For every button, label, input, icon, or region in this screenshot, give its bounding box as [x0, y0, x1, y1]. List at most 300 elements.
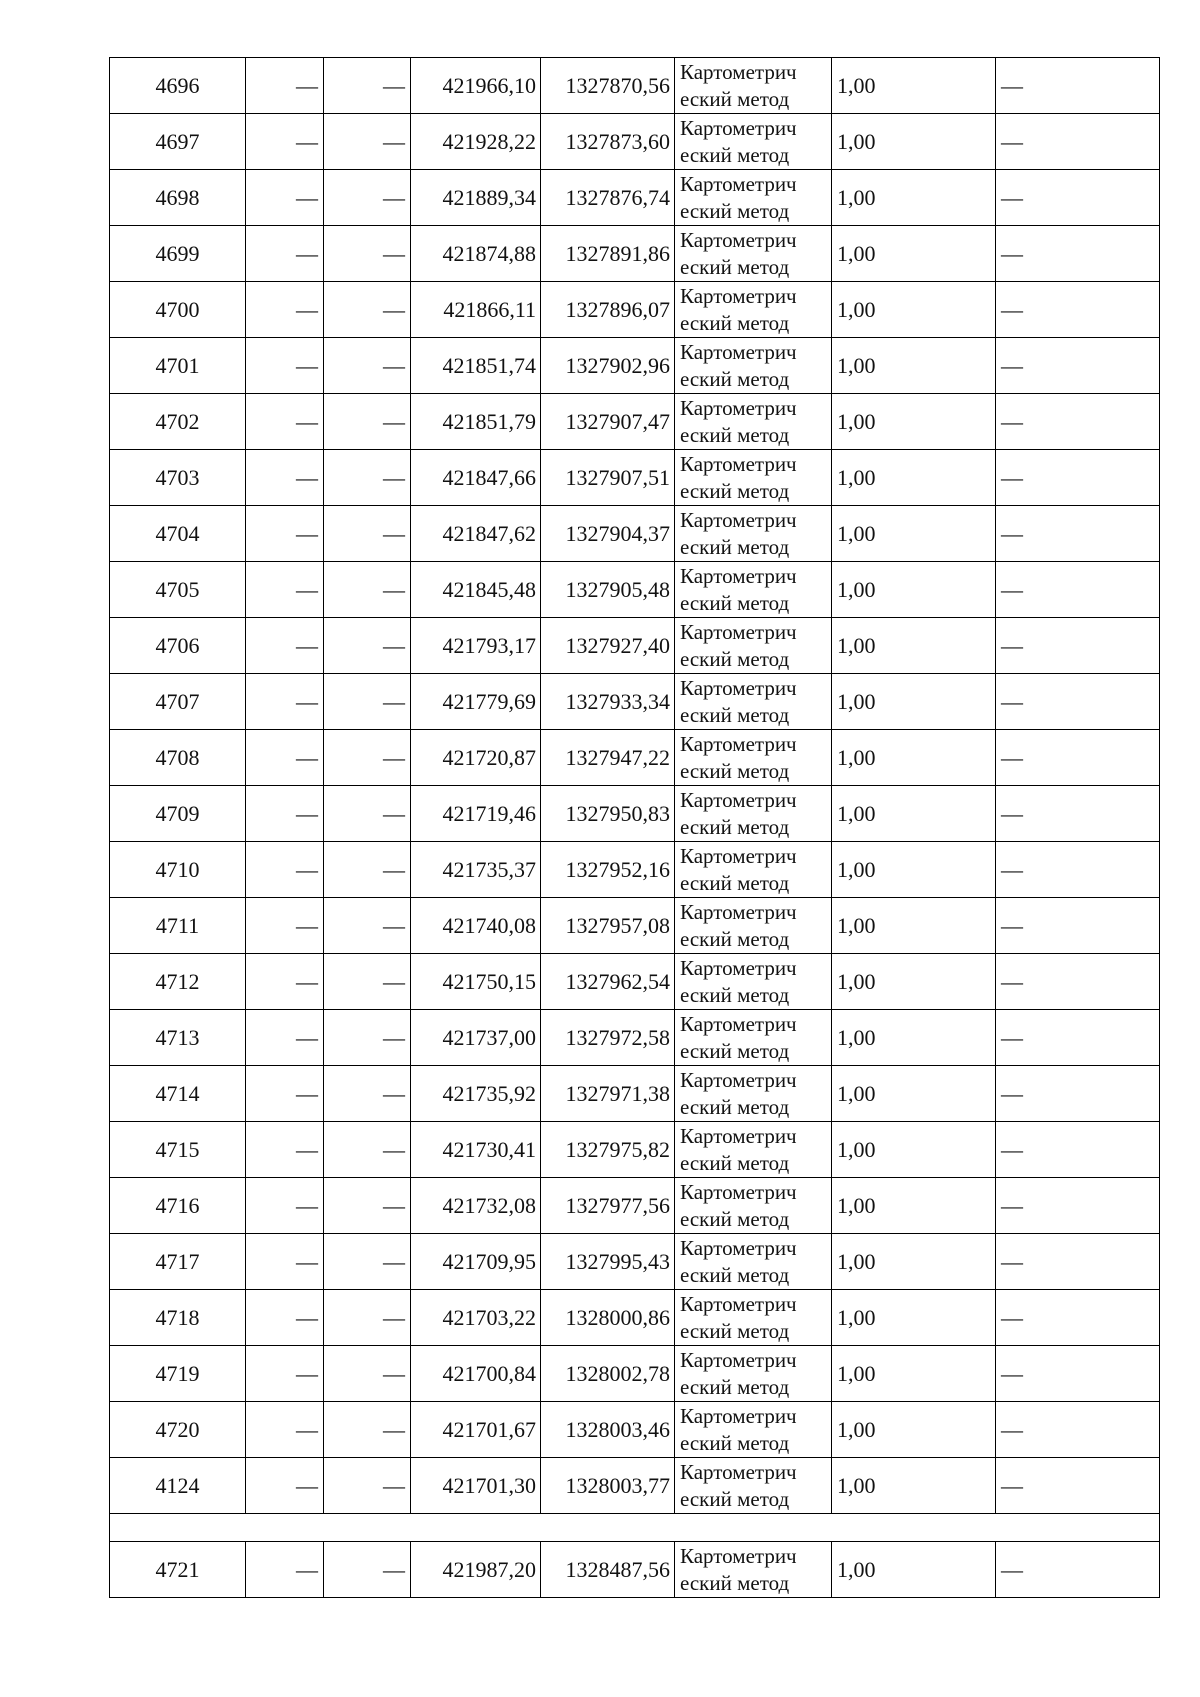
coord-y-cell: 1327947,22 [541, 730, 675, 786]
accuracy-cell: 1,00 [832, 1402, 996, 1458]
description-cell: — [996, 114, 1160, 170]
point-number: 4699 [110, 226, 246, 282]
method-line-2: еский метод [680, 1374, 790, 1399]
coord-y-cell: 1327870,56 [541, 58, 675, 114]
old-y-cell: — [324, 1402, 411, 1458]
description-cell: — [996, 842, 1160, 898]
coord-y-cell: 1327952,16 [541, 842, 675, 898]
method-line-2: еский метод [680, 142, 790, 167]
accuracy-cell: 1,00 [832, 226, 996, 282]
coord-y-cell: 1327971,38 [541, 1066, 675, 1122]
coord-y-cell: 1327905,48 [541, 562, 675, 618]
table-row [110, 1234, 1160, 1290]
method-line-1: Картометрич [680, 619, 797, 644]
old-x-cell: — [246, 786, 324, 842]
point-number: 4713 [110, 1010, 246, 1066]
method-line-2: еский метод [680, 86, 790, 111]
description-cell: — [996, 1066, 1160, 1122]
method-cell [675, 1066, 832, 1122]
method-cell [675, 1290, 832, 1346]
method-cell [675, 786, 832, 842]
method-line-1: Картометрич [680, 1347, 797, 1372]
description-cell: — [996, 1178, 1160, 1234]
method-line-2: еский метод [680, 590, 790, 615]
table-row [110, 1402, 1160, 1458]
coord-x-cell: 421720,87 [411, 730, 541, 786]
old-y-cell: — [324, 394, 411, 450]
accuracy-cell: 1,00 [832, 170, 996, 226]
description-cell: — [996, 954, 1160, 1010]
description-cell: — [996, 450, 1160, 506]
coord-y-cell: 1327873,60 [541, 114, 675, 170]
old-y-cell: — [324, 1346, 411, 1402]
accuracy-cell: 1,00 [832, 1458, 996, 1514]
method-line-1: Картометрич [680, 283, 797, 308]
description-cell: — [996, 394, 1160, 450]
accuracy-cell: 1,00 [832, 1122, 996, 1178]
description-cell: — [996, 786, 1160, 842]
point-number: 4710 [110, 842, 246, 898]
old-x-cell: — [246, 1346, 324, 1402]
coord-y-cell: 1327904,37 [541, 506, 675, 562]
coord-x-cell: 421730,41 [411, 1122, 541, 1178]
old-y-cell: — [324, 1542, 411, 1598]
table-row [110, 618, 1160, 674]
old-x-cell: — [246, 1290, 324, 1346]
point-number: 4705 [110, 562, 246, 618]
accuracy-cell: 1,00 [832, 1542, 996, 1598]
old-x-cell: — [246, 282, 324, 338]
method-cell [675, 114, 832, 170]
old-y-cell: — [324, 1234, 411, 1290]
method-line-2: еский метод [680, 1430, 790, 1455]
description-cell: — [996, 338, 1160, 394]
point-number: 4696 [110, 58, 246, 114]
accuracy-cell: 1,00 [832, 786, 996, 842]
old-x-cell: — [246, 1542, 324, 1598]
old-y-cell: — [324, 954, 411, 1010]
description-cell: — [996, 1234, 1160, 1290]
description-cell: — [996, 1458, 1160, 1514]
table-row [110, 114, 1160, 170]
old-x-cell: — [246, 730, 324, 786]
accuracy-cell: 1,00 [832, 954, 996, 1010]
accuracy-cell: 1,00 [832, 450, 996, 506]
accuracy-cell: 1,00 [832, 618, 996, 674]
method-line-2: еский метод [680, 646, 790, 671]
description-cell: — [996, 1122, 1160, 1178]
old-y-cell: — [324, 282, 411, 338]
description-cell: — [996, 170, 1160, 226]
description-cell: — [996, 1290, 1160, 1346]
point-number: 4706 [110, 618, 246, 674]
old-y-cell: — [324, 226, 411, 282]
method-cell [675, 562, 832, 618]
old-y-cell: — [324, 1178, 411, 1234]
old-y-cell: — [324, 786, 411, 842]
description-cell: — [996, 1542, 1160, 1598]
method-line-2: еский метод [680, 1486, 790, 1511]
coord-y-cell: 1327962,54 [541, 954, 675, 1010]
method-line-1: Картометрич [680, 339, 797, 364]
table-row [110, 1458, 1160, 1514]
method-cell [675, 1178, 832, 1234]
point-number: 4698 [110, 170, 246, 226]
old-x-cell: — [246, 338, 324, 394]
old-x-cell: — [246, 562, 324, 618]
old-x-cell: — [246, 842, 324, 898]
point-number: 4704 [110, 506, 246, 562]
method-line-2: еский метод [680, 422, 790, 447]
old-x-cell: — [246, 226, 324, 282]
old-y-cell: — [324, 730, 411, 786]
method-cell [675, 730, 832, 786]
accuracy-cell: 1,00 [832, 1178, 996, 1234]
method-cell [675, 282, 832, 338]
method-line-2: еский метод [680, 198, 790, 223]
table-row [110, 1542, 1160, 1598]
method-cell [675, 1346, 832, 1402]
method-cell [675, 1402, 832, 1458]
coord-x-cell: 421847,66 [411, 450, 541, 506]
method-cell [675, 394, 832, 450]
method-line-2: еский метод [680, 366, 790, 391]
method-line-2: еский метод [680, 254, 790, 279]
method-line-1: Картометрич [680, 1067, 797, 1092]
method-cell [675, 226, 832, 282]
method-cell [675, 1010, 832, 1066]
table-row [110, 226, 1160, 282]
old-y-cell: — [324, 450, 411, 506]
description-cell: — [996, 730, 1160, 786]
coord-x-cell: 421703,22 [411, 1290, 541, 1346]
accuracy-cell: 1,00 [832, 1346, 996, 1402]
coord-x-cell: 421701,30 [411, 1458, 541, 1514]
coord-x-cell: 421709,95 [411, 1234, 541, 1290]
method-line-1: Картометрич [680, 899, 797, 924]
method-line-1: Картометрич [680, 507, 797, 532]
method-line-1: Картометрич [680, 731, 797, 756]
description-cell: — [996, 506, 1160, 562]
table-row [110, 1346, 1160, 1402]
coord-y-cell: 1328487,56 [541, 1542, 675, 1598]
method-line-2: еский метод [680, 534, 790, 559]
method-line-2: еский метод [680, 1262, 790, 1287]
old-x-cell: — [246, 114, 324, 170]
accuracy-cell: 1,00 [832, 338, 996, 394]
accuracy-cell: 1,00 [832, 1290, 996, 1346]
description-cell: — [996, 618, 1160, 674]
old-x-cell: — [246, 1122, 324, 1178]
table-row [110, 898, 1160, 954]
point-number: 4712 [110, 954, 246, 1010]
old-x-cell: — [246, 450, 324, 506]
coord-y-cell: 1327972,58 [541, 1010, 675, 1066]
method-cell [675, 170, 832, 226]
method-line-1: Картометрич [680, 171, 797, 196]
coord-x-cell: 421847,62 [411, 506, 541, 562]
accuracy-cell: 1,00 [832, 674, 996, 730]
point-number: 4701 [110, 338, 246, 394]
coord-y-cell: 1328003,46 [541, 1402, 675, 1458]
old-y-cell: — [324, 1122, 411, 1178]
accuracy-cell: 1,00 [832, 58, 996, 114]
coord-x-cell: 421845,48 [411, 562, 541, 618]
coord-x-cell: 421740,08 [411, 898, 541, 954]
method-cell [675, 1458, 832, 1514]
coord-x-cell: 421889,34 [411, 170, 541, 226]
point-number: 4707 [110, 674, 246, 730]
old-x-cell: — [246, 394, 324, 450]
table-row [110, 1010, 1160, 1066]
accuracy-cell: 1,00 [832, 1234, 996, 1290]
accuracy-cell: 1,00 [832, 282, 996, 338]
coord-x-cell: 421737,00 [411, 1010, 541, 1066]
old-y-cell: — [324, 1066, 411, 1122]
method-line-2: еский метод [680, 1038, 790, 1063]
coord-y-cell: 1327902,96 [541, 338, 675, 394]
method-line-1: Картометрич [680, 955, 797, 980]
old-x-cell: — [246, 170, 324, 226]
table-row [110, 282, 1160, 338]
method-line-1: Картометрич [680, 451, 797, 476]
old-y-cell: — [324, 898, 411, 954]
table-row [110, 674, 1160, 730]
table-row [110, 954, 1160, 1010]
coord-x-cell: 421779,69 [411, 674, 541, 730]
accuracy-cell: 1,00 [832, 1066, 996, 1122]
table-row [110, 450, 1160, 506]
coord-x-cell: 421719,46 [411, 786, 541, 842]
method-line-2: еский метод [680, 1318, 790, 1343]
method-line-1: Картометрич [680, 1403, 797, 1428]
coord-y-cell: 1328002,78 [541, 1346, 675, 1402]
table-row [110, 562, 1160, 618]
old-x-cell: — [246, 1010, 324, 1066]
method-line-1: Картометрич [680, 843, 797, 868]
method-line-2: еский метод [680, 1094, 790, 1119]
method-line-2: еский метод [680, 310, 790, 335]
accuracy-cell: 1,00 [832, 562, 996, 618]
method-line-2: еский метод [680, 1150, 790, 1175]
method-line-1: Картометрич [680, 1011, 797, 1036]
description-cell: — [996, 898, 1160, 954]
table-row [110, 58, 1160, 114]
coord-x-cell: 421701,67 [411, 1402, 541, 1458]
coord-x-cell: 421750,15 [411, 954, 541, 1010]
table-row [110, 338, 1160, 394]
method-line-2: еский метод [680, 1570, 790, 1595]
point-number: 4708 [110, 730, 246, 786]
old-y-cell: — [324, 170, 411, 226]
old-y-cell: — [324, 506, 411, 562]
old-x-cell: — [246, 1402, 324, 1458]
separator-row [110, 1514, 1160, 1542]
method-cell [675, 954, 832, 1010]
table-row [110, 1066, 1160, 1122]
table-row [110, 1290, 1160, 1346]
coord-y-cell: 1327977,56 [541, 1178, 675, 1234]
method-line-2: еский метод [680, 702, 790, 727]
table-row [110, 1122, 1160, 1178]
separator-cell [110, 1514, 1160, 1542]
method-cell [675, 450, 832, 506]
method-line-1: Картометрич [680, 1459, 797, 1484]
point-number: 4697 [110, 114, 246, 170]
coord-x-cell: 421966,10 [411, 58, 541, 114]
old-x-cell: — [246, 674, 324, 730]
method-line-1: Картометрич [680, 787, 797, 812]
point-number: 4718 [110, 1290, 246, 1346]
coord-x-cell: 421866,11 [411, 282, 541, 338]
method-line-1: Картометрич [680, 115, 797, 140]
description-cell: — [996, 58, 1160, 114]
coord-y-cell: 1327933,34 [541, 674, 675, 730]
table-row [110, 1178, 1160, 1234]
table-row [110, 730, 1160, 786]
coord-y-cell: 1328003,77 [541, 1458, 675, 1514]
coord-x-cell: 421793,17 [411, 618, 541, 674]
old-x-cell: — [246, 954, 324, 1010]
table-row [110, 394, 1160, 450]
method-line-1: Картометрич [680, 1179, 797, 1204]
method-line-2: еский метод [680, 926, 790, 951]
table-row [110, 506, 1160, 562]
old-x-cell: — [246, 1178, 324, 1234]
description-cell: — [996, 562, 1160, 618]
point-number: 4711 [110, 898, 246, 954]
method-cell [675, 58, 832, 114]
method-line-1: Картометрич [680, 1235, 797, 1260]
coord-y-cell: 1327975,82 [541, 1122, 675, 1178]
point-number: 4720 [110, 1402, 246, 1458]
description-cell: — [996, 1010, 1160, 1066]
point-number: 4721 [110, 1542, 246, 1598]
point-number: 4716 [110, 1178, 246, 1234]
table-row [110, 786, 1160, 842]
old-y-cell: — [324, 1010, 411, 1066]
method-line-1: Картометрич [680, 227, 797, 252]
old-x-cell: — [246, 1458, 324, 1514]
point-number: 4719 [110, 1346, 246, 1402]
coord-x-cell: 421735,37 [411, 842, 541, 898]
accuracy-cell: 1,00 [832, 506, 996, 562]
method-line-1: Картометрич [680, 59, 797, 84]
method-cell [675, 1542, 832, 1598]
old-y-cell: — [324, 1290, 411, 1346]
coord-x-cell: 421732,08 [411, 1178, 541, 1234]
method-line-1: Картометрич [680, 563, 797, 588]
method-cell [675, 506, 832, 562]
old-x-cell: — [246, 898, 324, 954]
old-x-cell: — [246, 506, 324, 562]
old-y-cell: — [324, 674, 411, 730]
point-number: 4714 [110, 1066, 246, 1122]
description-cell: — [996, 226, 1160, 282]
method-line-2: еский метод [680, 870, 790, 895]
coord-x-cell: 421851,79 [411, 394, 541, 450]
coord-y-cell: 1327907,47 [541, 394, 675, 450]
method-line-2: еский метод [680, 1206, 790, 1231]
method-cell [675, 1234, 832, 1290]
accuracy-cell: 1,00 [832, 114, 996, 170]
coord-y-cell: 1327896,07 [541, 282, 675, 338]
old-x-cell: — [246, 58, 324, 114]
method-cell [675, 1122, 832, 1178]
accuracy-cell: 1,00 [832, 842, 996, 898]
method-line-1: Картометрич [680, 675, 797, 700]
old-y-cell: — [324, 338, 411, 394]
method-cell [675, 674, 832, 730]
old-y-cell: — [324, 114, 411, 170]
accuracy-cell: 1,00 [832, 1010, 996, 1066]
old-y-cell: — [324, 1458, 411, 1514]
coord-x-cell: 421874,88 [411, 226, 541, 282]
coord-y-cell: 1327907,51 [541, 450, 675, 506]
coord-y-cell: 1328000,86 [541, 1290, 675, 1346]
coord-x-cell: 421987,20 [411, 1542, 541, 1598]
coord-y-cell: 1327876,74 [541, 170, 675, 226]
coord-x-cell: 421851,74 [411, 338, 541, 394]
method-line-1: Картометрич [680, 1543, 797, 1568]
method-line-2: еский метод [680, 478, 790, 503]
method-cell [675, 842, 832, 898]
method-cell [675, 898, 832, 954]
old-y-cell: — [324, 618, 411, 674]
accuracy-cell: 1,00 [832, 898, 996, 954]
description-cell: — [996, 282, 1160, 338]
coord-y-cell: 1327957,08 [541, 898, 675, 954]
table-row [110, 842, 1160, 898]
coord-y-cell: 1327927,40 [541, 618, 675, 674]
method-line-2: еский метод [680, 814, 790, 839]
old-y-cell: — [324, 562, 411, 618]
old-y-cell: — [324, 842, 411, 898]
coord-x-cell: 421700,84 [411, 1346, 541, 1402]
description-cell: — [996, 1346, 1160, 1402]
old-x-cell: — [246, 618, 324, 674]
point-number: 4709 [110, 786, 246, 842]
point-number: 4702 [110, 394, 246, 450]
coord-y-cell: 1327995,43 [541, 1234, 675, 1290]
method-line-2: еский метод [680, 982, 790, 1007]
point-number: 4717 [110, 1234, 246, 1290]
point-number: 4715 [110, 1122, 246, 1178]
method-line-1: Картометрич [680, 1291, 797, 1316]
accuracy-cell: 1,00 [832, 730, 996, 786]
document-page [109, 57, 1159, 1598]
method-cell [675, 338, 832, 394]
method-cell [675, 618, 832, 674]
old-x-cell: — [246, 1234, 324, 1290]
description-cell: — [996, 1402, 1160, 1458]
method-line-1: Картометрич [680, 395, 797, 420]
coord-y-cell: 1327950,83 [541, 786, 675, 842]
table-body [110, 58, 1160, 1598]
coord-x-cell: 421928,22 [411, 114, 541, 170]
point-number: 4703 [110, 450, 246, 506]
table-row [110, 170, 1160, 226]
coord-x-cell: 421735,92 [411, 1066, 541, 1122]
accuracy-cell: 1,00 [832, 394, 996, 450]
coord-y-cell: 1327891,86 [541, 226, 675, 282]
coordinates-table [109, 57, 1160, 1598]
point-number: 4700 [110, 282, 246, 338]
description-cell: — [996, 674, 1160, 730]
point-number: 4124 [110, 1458, 246, 1514]
old-x-cell: — [246, 1066, 324, 1122]
method-line-2: еский метод [680, 758, 790, 783]
